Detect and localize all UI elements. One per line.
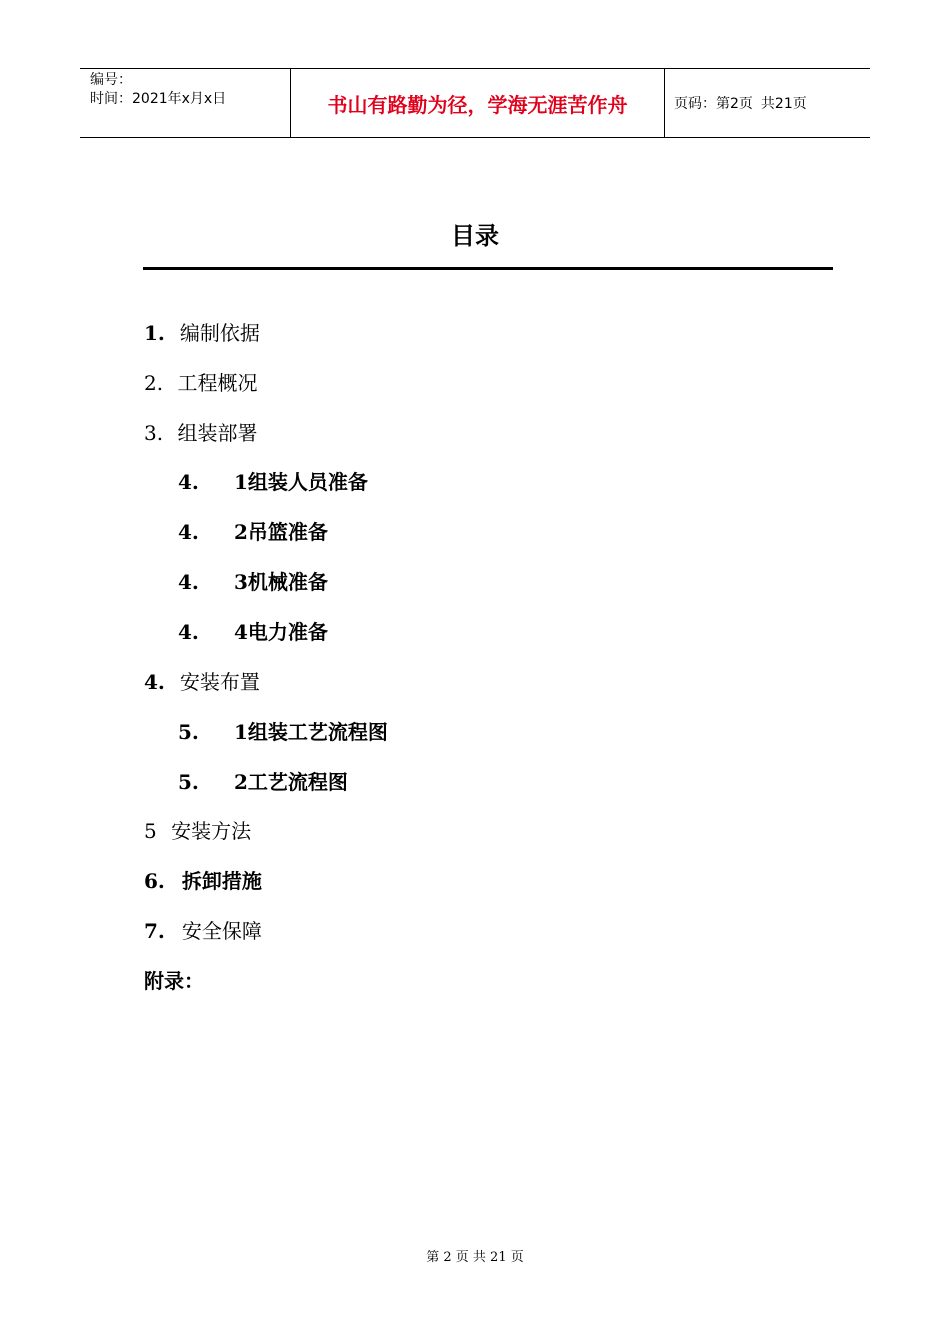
toc-entry-text: 2工艺流程图 [234, 770, 348, 794]
page-header [80, 68, 870, 138]
toc-entry[interactable] [144, 917, 262, 945]
toc-subentry[interactable] [178, 768, 348, 796]
toc-entry-number: 4. [178, 570, 199, 594]
toc-entry[interactable] [144, 369, 257, 397]
toc-entry[interactable] [144, 817, 251, 845]
toc-subentry[interactable] [178, 468, 368, 496]
page-label: 页码：第2页 [674, 96, 753, 112]
header-page-cell [665, 69, 870, 137]
toc-entry-number: 3. [144, 421, 164, 445]
code-label: 编号： [90, 72, 132, 88]
toc-entry-number: 5 [144, 819, 157, 843]
toc-subentry[interactable] [178, 518, 328, 546]
toc-entry-text: 安装方法 [171, 819, 252, 843]
toc-entry-text: 组装部署 [177, 421, 258, 445]
toc-entry[interactable] [144, 668, 260, 696]
toc-entry[interactable] [144, 867, 262, 895]
toc-subentry[interactable] [178, 568, 328, 596]
toc-entry[interactable] [144, 967, 204, 995]
toc-entry-text: 附录： [144, 969, 204, 993]
toc-entry[interactable] [144, 419, 257, 447]
toc-entry-number: 7. [144, 919, 165, 943]
toc-subentry[interactable] [178, 718, 388, 746]
toc-entry-number: 1. [144, 321, 165, 345]
toc-entry-number: 5. [178, 770, 199, 794]
toc-entry-number: 4. [178, 520, 199, 544]
toc-entry-text: 1组装人员准备 [234, 470, 368, 494]
toc-entry-text: 编制依据 [179, 321, 260, 345]
toc-entry-text: 拆卸措施 [181, 869, 262, 893]
toc-entry-text: 2吊篮准备 [234, 520, 328, 544]
toc-entry[interactable] [144, 319, 260, 347]
toc-entry-number: 4. [178, 470, 199, 494]
toc-subentry[interactable] [178, 618, 328, 646]
toc-entry-number: 5. [178, 720, 199, 744]
toc-title: 目录 [451, 222, 499, 250]
toc-entry-number: 6. [144, 869, 165, 893]
toc-entry-text: 4电力准备 [234, 620, 328, 644]
toc-entry-text: 工程概况 [177, 371, 258, 395]
page-footer: 第 2 页 共 21 页 [426, 1250, 524, 1265]
toc-entry-text: 安装布置 [179, 670, 260, 694]
header-info-cell [80, 69, 291, 137]
header-motto: 书山有路勤为径，学海无涯苦作舟 [291, 69, 665, 137]
toc-entry-text: 安全保障 [181, 919, 262, 943]
toc-entry-text: 1组装工艺流程图 [234, 720, 388, 744]
time-label: 时间：2021年x月x日 [90, 91, 227, 107]
toc-entry-text: 3机械准备 [234, 570, 328, 594]
toc-entry-number: 4. [178, 620, 199, 644]
toc-entry-number: 4. [144, 670, 165, 694]
toc-entry-number: 2. [144, 371, 164, 395]
title-divider [143, 267, 833, 270]
total-pages-label: 共21页 [760, 96, 807, 112]
